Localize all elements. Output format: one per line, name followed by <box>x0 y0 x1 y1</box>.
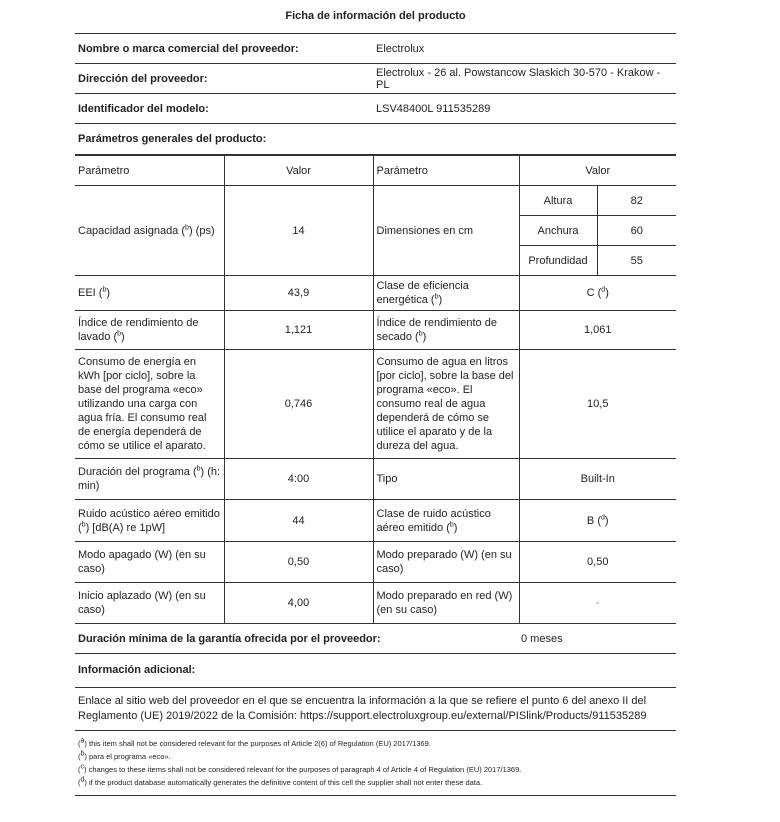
supplier-row <box>75 34 676 64</box>
type-label: Tipo <box>373 459 519 500</box>
height-label: Altura <box>519 186 597 216</box>
duration-label: Duración del programa ($^b$) (h: min) <box>75 459 224 500</box>
noise-class-value: B ($^d$) <box>519 500 676 542</box>
table-row <box>75 311 676 350</box>
supplier-label: Nombre o marca comercial del proveedor: <box>78 42 299 55</box>
supplier-value: Electrolux <box>376 42 425 55</box>
delay-start-label: Inicio aplazado (W) (en su caso) <box>75 583 224 624</box>
network-standby-value: - <box>519 583 676 624</box>
footnote: ($^b$) para el programa «eco». <box>78 750 171 761</box>
wash-index-value: 1,121 <box>224 311 373 350</box>
eei-value: 43,9 <box>224 276 373 311</box>
additional-info-heading: Información adicional: <box>75 654 676 688</box>
address-value: Electrolux - 26 al. Powstancow Slaskich 30-570 - Krakow - PL <box>376 66 661 91</box>
guarantee-row <box>75 624 676 654</box>
guarantee-value: 0 meses <box>521 632 563 645</box>
table-row <box>75 350 676 459</box>
footnote: ($^a$) this item shall not be considered relevant for the purposes of Article 2(6) of Regulation (EU) 2017/1369. <box>78 737 431 748</box>
address-row <box>75 64 676 94</box>
model-row <box>75 94 676 124</box>
model-value: LSV48400L 911535289 <box>376 102 491 115</box>
model-label: Identificador del modelo: <box>78 102 209 115</box>
table-header-row <box>75 156 676 186</box>
standby-label: Modo preparado (W) (en su caso) <box>373 542 519 583</box>
efficiency-class-label: Clase de eficiencia energética ($^b$) <box>373 276 519 311</box>
water-value: 10,5 <box>519 350 676 459</box>
guarantee-label: Duración mínima de la garantía ofrecida por el proveedor: <box>78 632 381 645</box>
sheet-title: Ficha de información del producto <box>75 0 676 34</box>
params-table <box>75 155 676 624</box>
network-standby-label: Modo preparado en red (W) (en su caso) <box>373 583 519 624</box>
depth-label: Profundidad <box>519 246 597 276</box>
eei-label: EEI ($^b$) <box>75 276 224 311</box>
energy-label: Consumo de energía en kWh [por ciclo], sobre la base del programa «eco» utilizando una carga con agua fría. El consumo real de energía dependerá de cómo se utilice el aparato. <box>75 350 224 459</box>
water-label: Consumo de agua en litros [por ciclo], sobre la base del programa «eco». El consumo real de agua dependerá de cómo se utilice el aparato y de la dureza del agua. <box>373 350 519 459</box>
standby-value: 0,50 <box>519 542 676 583</box>
address-label: Dirección del proveedor: <box>78 72 208 85</box>
efficiency-class-value: C ($^d$) <box>519 276 676 311</box>
footnote: ($^d$) if the product database automatically generates the definitive content of this cell the supplier shall not enter these data. <box>78 776 483 787</box>
off-mode-label: Modo apagado (W) (en su caso) <box>75 542 224 583</box>
wash-index-label: Índice de rendimiento de lavado ($^b$) <box>75 311 224 350</box>
table-row <box>75 186 676 216</box>
product-information-sheet <box>75 0 676 796</box>
noise-class-label: Clase de ruido acústico aéreo emitido ($^b$) <box>373 500 519 542</box>
table-row <box>75 542 676 583</box>
capacity-value: 14 <box>224 186 373 276</box>
dry-index-value: 1,061 <box>519 311 676 350</box>
header-param-2: Parámetro <box>373 156 519 186</box>
type-value: Built-In <box>519 459 676 500</box>
footnotes <box>75 731 676 796</box>
noise-value: 44 <box>224 500 373 542</box>
general-params-heading: Parámetros generales del producto: <box>75 124 676 155</box>
header-value-1: Valor <box>224 156 373 186</box>
footnote: ($^c$) changes to these items shall not be considered relevant for the purposes of paragraph 4 of Article 4 of Regulation (EU) 2017/1369. <box>78 763 522 774</box>
width-label: Anchura <box>519 216 597 246</box>
dimensions-label: Dimensiones en cm <box>373 186 519 276</box>
table-row <box>75 276 676 311</box>
table-row <box>75 459 676 500</box>
header-param-1: Parámetro <box>75 156 224 186</box>
noise-label: Ruido acústico aéreo emitido ($^b$) [dB(A) re 1pW] <box>75 500 224 542</box>
capacity-label: Capacidad asignada ($^b$) (ps) <box>75 186 224 276</box>
additional-info-text: Enlace al sitio web del proveedor en el que se encuentra la información a la que se refiere el punto 6 del anexo II del Reglamento (UE) 2019/2022 de la Comisión: https://support.electroluxgroup.eu/external/PISlink/Products/911535289 <box>75 688 676 731</box>
dry-index-label: Índice de rendimiento de secado ($^b$) <box>373 311 519 350</box>
off-mode-value: 0,50 <box>224 542 373 583</box>
height-value: 82 <box>597 186 676 216</box>
table-row <box>75 500 676 542</box>
delay-start-value: 4,00 <box>224 583 373 624</box>
energy-value: 0,746 <box>224 350 373 459</box>
width-value: 60 <box>597 216 676 246</box>
header-value-2: Valor <box>519 156 676 186</box>
duration-value: 4:00 <box>224 459 373 500</box>
table-row <box>75 583 676 624</box>
depth-value: 55 <box>597 246 676 276</box>
